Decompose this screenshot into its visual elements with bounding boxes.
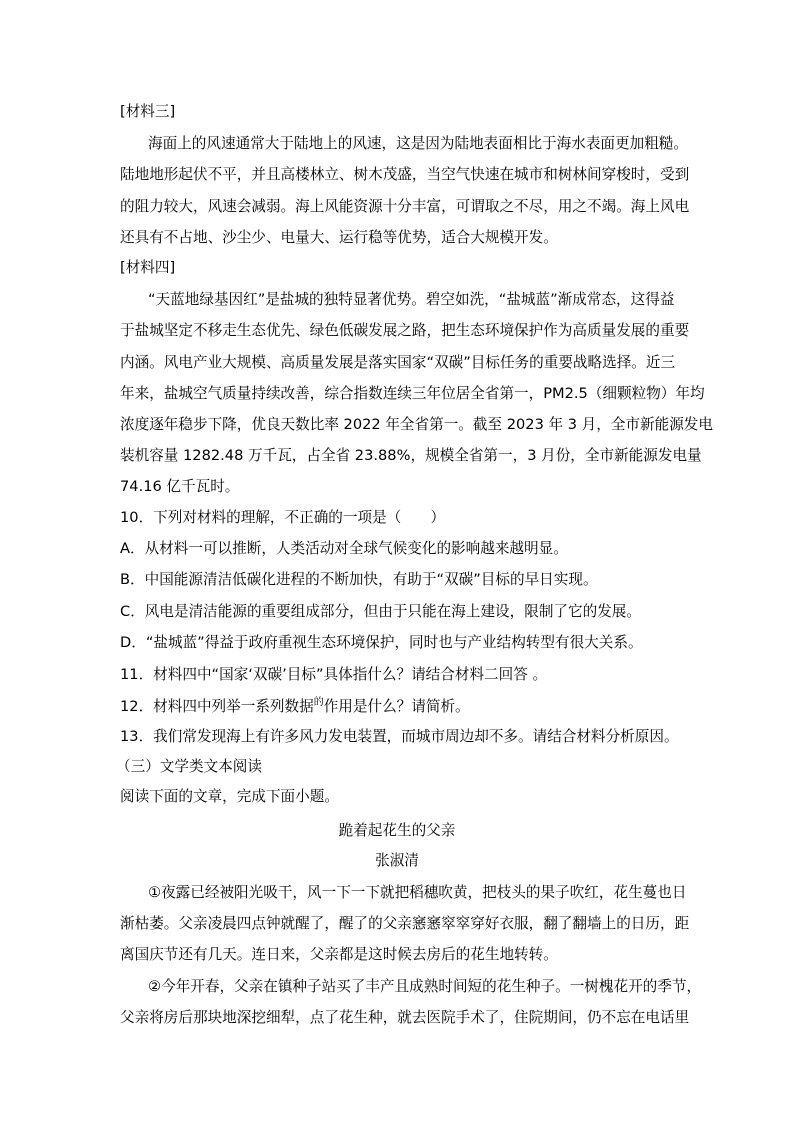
article-title: 跪着起花生的父亲 bbox=[338, 822, 456, 839]
paragraph-line: 离国庆节还有几天。连日来，父亲都是这时候去房后的花生地转转。 bbox=[120, 946, 558, 963]
paragraph-line: 陆地地形起伏不平，并且高楼林立、树木茂盛，当空气快速在城市和树林间穿梭时，受到 bbox=[120, 166, 690, 183]
paragraph-line: 还具有不占地、沙尘少、电量大、运行稳等优势，适合大规模开发。 bbox=[120, 229, 558, 246]
section-3-heading: （三）文学类文本阅读 bbox=[116, 758, 262, 775]
paragraph-line: 内涵。风电产业大规模、高质量发展是落实国家“双碳”目标任务的重要战略选择。近三 bbox=[120, 354, 676, 371]
paragraph-line: ①夜露已经被阳光吸干，风一下一下就把稻穗吹黄，把枝头的果子吹红，花生蔓也日 bbox=[148, 884, 687, 901]
question-13: 13．我们常发现海上有许多风力发电装置，而城市周边却不多。请结合材料分析原因。 bbox=[120, 728, 679, 745]
article-author: 张淑清 bbox=[375, 852, 419, 869]
question-12 bbox=[120, 698, 470, 718]
option-b: B．中国能源清洁低碳化进程的不断加快，有助于“双碳”目标的早日实现。 bbox=[120, 571, 598, 588]
question-12-part2: 作用是什么？请简析。 bbox=[323, 698, 470, 715]
paragraph-line: 浓度逐年稳步下降，优良天数比率 2022 年全省第一。截至 2023 年 3 月，全市新能源发电 bbox=[120, 416, 713, 433]
question-12-superscript: 的 bbox=[313, 697, 324, 708]
option-c: C．风电是清洁能源的重要组成部分，但由于只能在海上建设，限制了它的发展。 bbox=[120, 603, 641, 620]
paragraph-line: 74.16 亿千瓦时。 bbox=[120, 478, 240, 495]
paragraph-line: 于盐城坚定不移走生态优先、绿色低碳发展之路，把生态环境保护作为高质量发展的重要 bbox=[120, 322, 690, 339]
paragraph-line: 海面上的风速通常大于陆地上的风速，这是因为陆地表面相比于海水表面更加粗糙。 bbox=[148, 135, 688, 152]
paragraph-line: “天蓝地绿基因红”是盐城的独特显著优势。碧空如洗，“盐城蓝”渐成常态，这得益 bbox=[148, 291, 675, 308]
question-11: 11．材料四中“国家‘双碳’目标”具体指什么？请结合材料二回答 。 bbox=[120, 666, 548, 683]
paragraph-line: 父亲将房后那块地深挖细犁，点了花生种，就去医院手术了，住院期间，仍不忘在电话里 bbox=[120, 1009, 690, 1026]
question-12-part1: 12．材料四中列举一系列数据 bbox=[120, 698, 314, 715]
reading-instruction: 阅读下面的文章，完成下面小题。 bbox=[120, 788, 339, 805]
paragraph-line: 装机容量 1282.48 万千瓦，占全省 23.88%，规模全省第一，3 月份，全市新能源发电量 bbox=[120, 447, 702, 464]
material-4-heading: [材料四] bbox=[120, 259, 176, 276]
paragraph-line: 年来，盐城空气质量持续改善，综合指数连续三年位居全省第一，PM2.5（细颗粒物）年均 bbox=[120, 385, 705, 402]
paragraph-line: 的阻力较大，风速会减弱。海上风能资源十分丰富，可谓取之不尽，用之不竭。海上风电 bbox=[120, 198, 690, 215]
material-3-heading: [材料三] bbox=[120, 103, 176, 120]
paragraph-line: 渐枯萎。父亲凌晨四点钟就醒了，醒了的父亲窸窸窣窣穿好衣服，翻了翻墙上的日历，距 bbox=[120, 915, 690, 932]
paragraph-line: ②今年开春，父亲在镇种子站买了丰产且成熟时间短的花生种子。一树槐花开的季节， bbox=[148, 978, 702, 995]
question-10: 10．下列对材料的理解，不正确的一项是（ ） bbox=[120, 509, 446, 526]
option-a: A．从材料一可以推断，人类活动对全球气候变化的影响越来越明显。 bbox=[120, 540, 568, 557]
option-d: D．“盐城蓝”得益于政府重视生态环境保护，同时也与产业结构转型有很大关系。 bbox=[120, 634, 643, 651]
